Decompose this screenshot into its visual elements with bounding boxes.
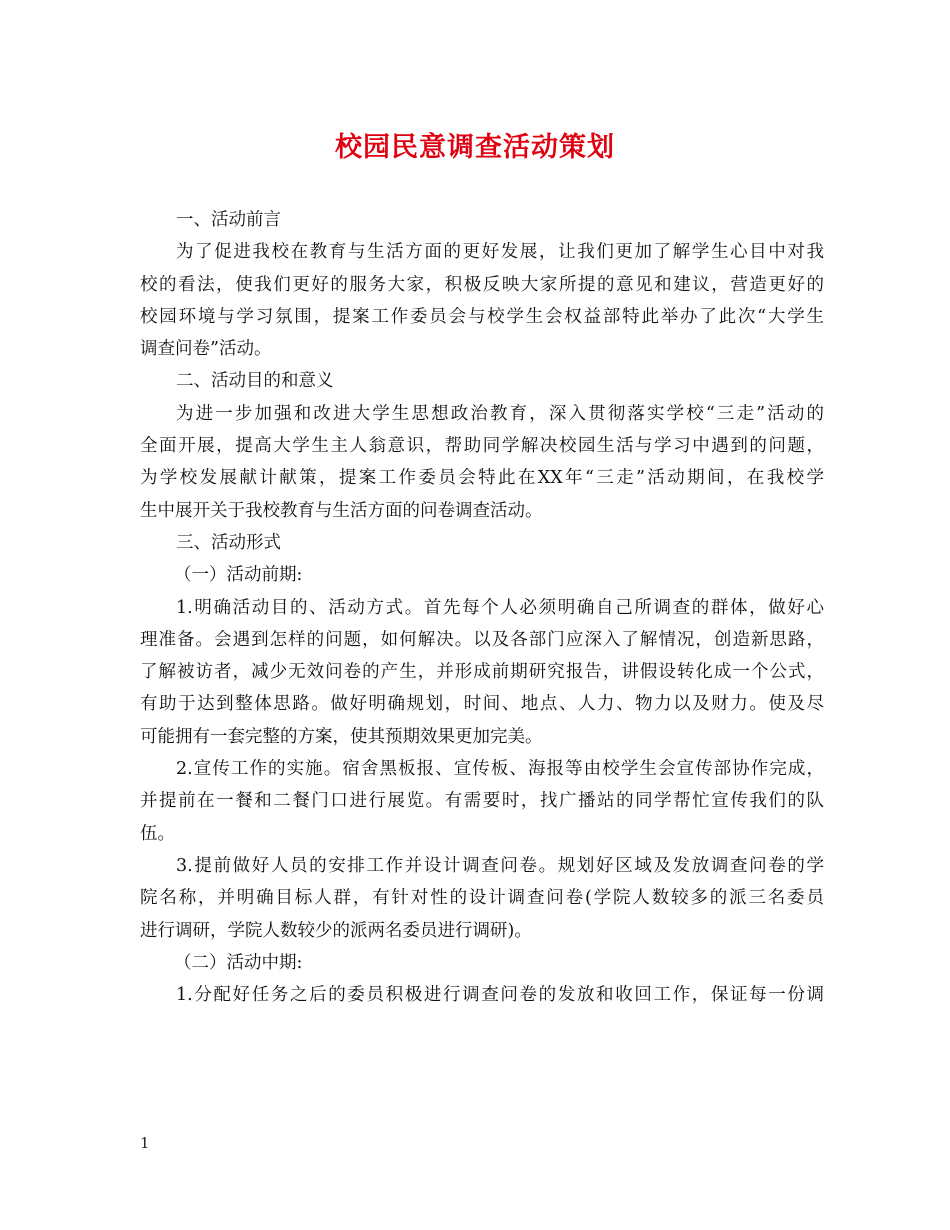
paragraph-line: 为学校发展献计献策，提案工作委员会特此在XX年“三走”活动期间，在我校学 bbox=[140, 468, 824, 489]
section-heading: 二、活动目的和意义 bbox=[176, 371, 334, 392]
paragraph-line: 理准备。会遇到怎样的问题，如何解决。以及各部门应深入了解情况，创造新思路， bbox=[140, 629, 824, 650]
paragraph-line: 为了促进我校在教育与生活方面的更好发展，让我们更加了解学生心目中对我 bbox=[176, 242, 824, 263]
paragraph-line: 了解被访者，减少无效问卷的产生，并形成前期研究报告，讲假设转化成一个公式， bbox=[140, 662, 824, 683]
section-heading: 三、活动形式 bbox=[176, 532, 281, 553]
paragraph-line: 生中展开关于我校教育与生活方面的问卷调查活动。 bbox=[140, 500, 543, 521]
paragraph-line: 校园环境与学习氛围，提案工作委员会与校学生会权益部特此举办了此次“大学生 bbox=[140, 306, 824, 327]
paragraph-line: 为进一步加强和改进大学生思想政治教育，深入贯彻落实学校“三走”活动的 bbox=[176, 403, 824, 424]
subsection-heading: （二）活动中期: bbox=[174, 952, 303, 973]
page-number: 1 bbox=[140, 1134, 150, 1152]
paragraph-line: 可能拥有一套完整的方案，使其预期效果更加完美。 bbox=[140, 726, 543, 747]
paragraph-line: 院名称，并明确目标人群，有针对性的设计调查问卷(学院人数较多的派三名委员 bbox=[140, 888, 824, 909]
paragraph-line: 调查问卷”活动。 bbox=[140, 339, 272, 360]
paragraph-line: 1.明确活动目的、活动方式。首先每个人必须明确自己所调查的群体，做好心 bbox=[176, 597, 824, 618]
paragraph-line: 2.宣传工作的实施。宿舍黑板报、宣传板、海报等由校学生会宣传部协作完成， bbox=[176, 759, 824, 780]
paragraph-line: 3.提前做好人员的安排工作并设计调查问卷。规划好区域及发放调查问卷的学 bbox=[176, 855, 824, 876]
paragraph-line: 进行调研，学院人数较少的派两名委员进行调研)。 bbox=[140, 920, 532, 941]
document-body bbox=[140, 204, 824, 1011]
subsection-heading: （一）活动前期: bbox=[174, 565, 303, 586]
section-heading: 一、活动前言 bbox=[176, 210, 281, 230]
paragraph-line: 全面开展，提高大学生主人翁意识，帮助同学解决校园生活与学习中遇到的问题， bbox=[140, 436, 824, 457]
paragraph-line: 校的看法，使我们更好的服务大家，积极反映大家所提的意见和建议，营造更好的 bbox=[140, 274, 824, 295]
paragraph-line: 有助于达到整体思路。做好明确规划，时间、地点、人力、物力以及财力。使及尽 bbox=[140, 694, 824, 715]
paragraph-line: 1.分配好任务之后的委员积极进行调查问卷的发放和收回工作，保证每一份调 bbox=[176, 985, 824, 1006]
document-title: 校园民意调查活动策划 bbox=[335, 132, 615, 163]
paragraph-line: 伍。 bbox=[140, 823, 175, 844]
paragraph-line: 并提前在一餐和二餐门口进行展览。有需要时，找广播站的同学帮忙宣传我们的队 bbox=[140, 791, 824, 812]
